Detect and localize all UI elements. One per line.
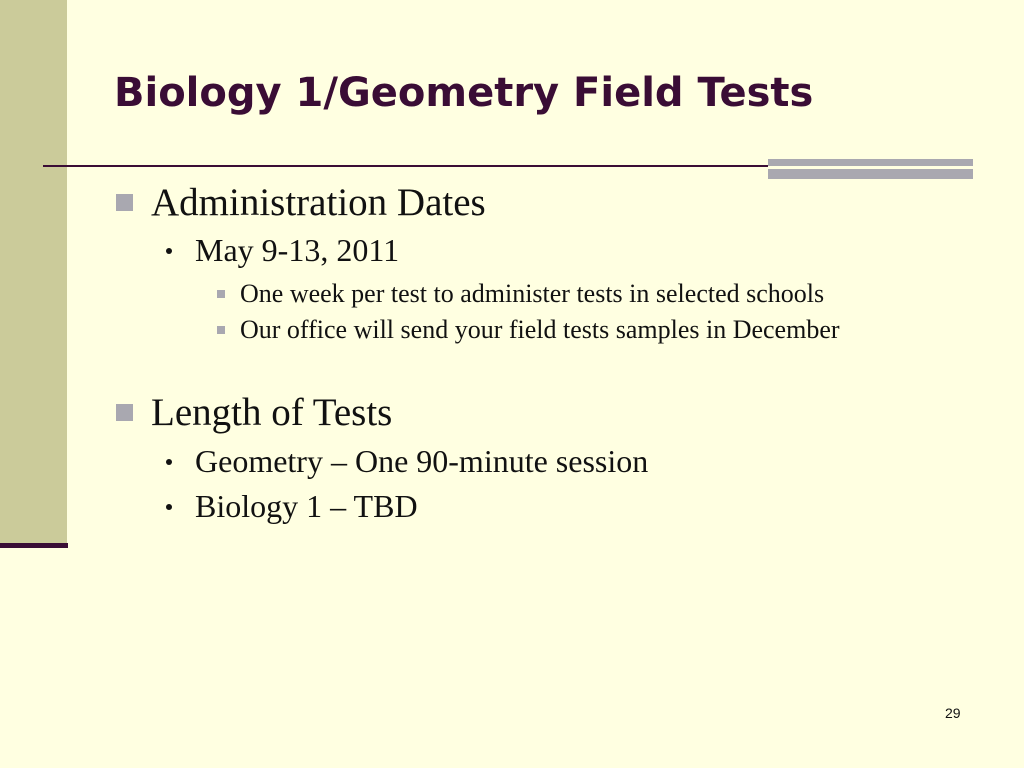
section-length-of-tests [116, 390, 392, 435]
page-number: 29 [945, 705, 961, 721]
square-bullet-icon [116, 404, 133, 421]
bullet-item [166, 443, 648, 480]
section-administration-dates [116, 180, 486, 225]
bullet-item [166, 488, 418, 525]
accent-bar [768, 159, 973, 179]
sub-bullet-text: One week per test to administer tests in selected schools [240, 279, 825, 308]
sub-bullet-item [217, 279, 824, 309]
square-bullet-icon [116, 194, 133, 211]
sub-bullet-text: Our office will send your field tests samples in December [240, 315, 840, 344]
dot-bullet-icon [166, 248, 172, 254]
bullet-text: Geometry – One 90-minute session [195, 443, 649, 479]
left-decor-bar [0, 0, 67, 546]
dot-bullet-icon [166, 459, 172, 465]
square-bullet-icon [217, 326, 225, 334]
square-bullet-icon [217, 290, 225, 298]
slide-title: Biology 1/Geometry Field Tests [114, 70, 814, 116]
dot-bullet-icon [166, 504, 172, 510]
bullet-item [166, 232, 399, 269]
sub-bullet-item [217, 315, 840, 345]
section-heading: Administration Dates [151, 181, 486, 224]
bullet-text: May 9-13, 2011 [195, 232, 400, 268]
title-divider [43, 165, 768, 167]
section-heading: Length of Tests [151, 391, 393, 434]
left-decor-bar-foot [0, 543, 68, 548]
bullet-text: Biology 1 – TBD [195, 488, 418, 524]
